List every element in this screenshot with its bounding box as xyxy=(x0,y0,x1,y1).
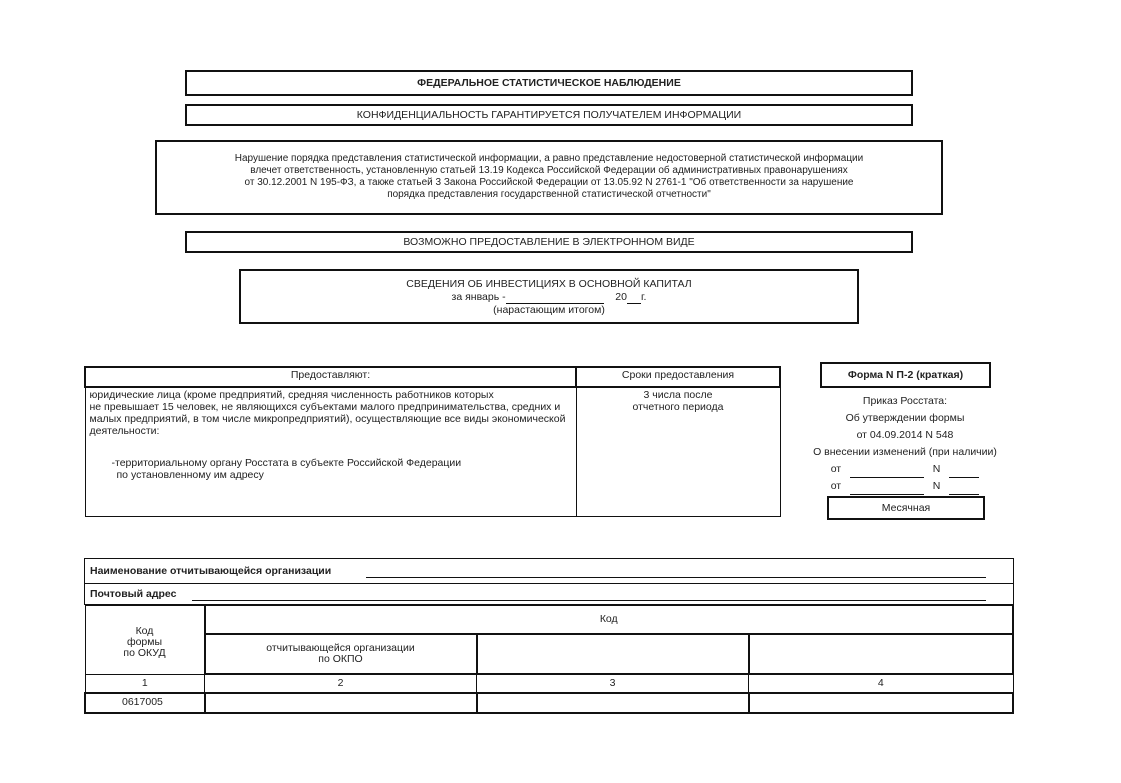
period-prefix: за январь - xyxy=(451,291,506,303)
violation-line-2: влечет ответственность, установленную статьей 13.19 Кодекса Российской Федерации об административных правонарушениях xyxy=(250,165,848,176)
from-label: от xyxy=(830,480,842,492)
org-name-row xyxy=(90,565,1005,577)
federal-observation-text: ФЕДЕРАЛЬНОЕ СТАТИСТИЧЕСКОЕ НАБЛЮДЕНИЕ xyxy=(417,77,681,89)
territorial-line: -территориальному органу Росстата в субъекте Российской Федерации xyxy=(111,457,462,469)
address-field[interactable] xyxy=(192,592,986,601)
provider-line: не превышает 15 человек, не являющихся субъектами малого предпринимательства, средних и xyxy=(89,401,561,413)
violation-line-3: от 30.12.2001 N 195-ФЗ, а также статьей 3 Закона Российской Федерации от 13.05.92 N 2761-1 "Об ответственности за нарушение xyxy=(244,177,854,188)
approval-label: Об утверждении формы xyxy=(845,412,965,424)
codes-header-row-1 xyxy=(85,605,1013,634)
code-col-3-header xyxy=(477,634,749,674)
change-date-field[interactable] xyxy=(850,482,924,495)
org-name-label: Наименование отчитывающейся организации xyxy=(90,565,332,577)
code-header: Код xyxy=(205,605,1014,634)
year-field[interactable] xyxy=(627,292,641,304)
codes-header-row-2 xyxy=(85,634,1013,674)
violation-notice xyxy=(155,140,943,215)
month-field[interactable] xyxy=(506,292,604,304)
deadline-cell xyxy=(576,387,780,517)
electronic-text: ВОЗМОЖНО ПРЕДОСТАВЛЕНИЕ В ЭЛЕКТРОННОМ ВИДЕ xyxy=(403,236,695,248)
deadline-header: Сроки предоставления xyxy=(576,367,780,387)
column-numbers-row xyxy=(85,674,1013,693)
provider-line: деятельности: xyxy=(89,425,160,437)
okpo-header xyxy=(205,634,477,674)
provide-header: Предоставляют: xyxy=(85,367,576,387)
provider-line: малых предприятий, в том числе микропредприятий), осуществляющие все виды экономической xyxy=(89,413,566,425)
okud-header-line: формы xyxy=(126,636,163,648)
column-number: 2 xyxy=(205,674,477,693)
report-title-block xyxy=(239,269,859,324)
order-info xyxy=(800,393,1010,495)
address-label: Почтовый адрес xyxy=(90,588,177,600)
okud-header-line: Код xyxy=(135,625,154,637)
column-number: 3 xyxy=(477,674,749,693)
changes-label: О внесении изменений (при наличии) xyxy=(813,446,997,458)
change-row xyxy=(800,478,1010,495)
periodicity: Месячная xyxy=(881,502,931,514)
okud-value: 0617005 xyxy=(85,693,205,713)
requirements-table xyxy=(84,366,781,517)
org-name-divider xyxy=(85,583,1013,584)
deadline-line: отчетного периода xyxy=(632,401,724,413)
okpo-header-line: отчитывающейся организации xyxy=(266,641,415,654)
n-label: N xyxy=(932,480,941,492)
organization-block xyxy=(84,558,1014,605)
codes-value-row xyxy=(85,693,1013,713)
federal-observation-header xyxy=(185,70,913,96)
code-col-4-header xyxy=(749,634,1014,674)
confidentiality-header xyxy=(185,104,913,126)
territorial-line: по установленному им адресу xyxy=(116,469,264,481)
okud-header-line: по ОКУД xyxy=(123,647,166,659)
change-number-field[interactable] xyxy=(949,482,979,495)
requirements-body-row xyxy=(85,387,780,517)
change-number-field[interactable] xyxy=(949,465,979,478)
violation-line-4: порядка представления государственной статистической отчетности" xyxy=(387,189,711,200)
cumulative-note: (нарастающим итогом) xyxy=(493,304,605,316)
year-suffix: г. xyxy=(640,291,647,303)
okud-header xyxy=(85,605,205,674)
column-number: 1 xyxy=(85,674,205,693)
violation-line-1: Нарушение порядка представления статистической информации, а равно представление недостоверной статистической информации xyxy=(234,153,864,164)
report-period xyxy=(241,291,857,304)
deadline-line: 3 числа после xyxy=(643,389,713,401)
report-title: СВЕДЕНИЯ ОБ ИНВЕСТИЦИЯХ В ОСНОВНОЙ КАПИТАЛ xyxy=(406,278,692,290)
okpo-value-cell[interactable] xyxy=(205,693,477,713)
approval-date: от 04.09.2014 N 548 xyxy=(856,429,954,441)
code-col-4-value-cell[interactable] xyxy=(749,693,1014,713)
code-col-3-value-cell[interactable] xyxy=(477,693,749,713)
confidentiality-text: КОНФИДЕНЦИАЛЬНОСТЬ ГАРАНТИРУЕТСЯ ПОЛУЧАТЕЛЕМ ИНФОРМАЦИИ xyxy=(356,109,742,121)
electronic-header xyxy=(185,231,913,253)
address-row xyxy=(90,588,1005,600)
change-row xyxy=(800,461,1010,478)
change-date-field[interactable] xyxy=(850,465,924,478)
provider-line: юридические лица (кроме предприятий, средняя численность работников которых xyxy=(89,389,494,401)
periodicity-box xyxy=(827,496,985,520)
org-name-field[interactable] xyxy=(366,569,986,578)
providers-cell xyxy=(85,387,576,517)
n-label: N xyxy=(932,463,941,475)
requirements-header-row xyxy=(85,367,780,387)
from-label: от xyxy=(830,463,842,475)
order-label: Приказ Росстата: xyxy=(862,395,948,407)
column-number: 4 xyxy=(749,674,1014,693)
year-prefix: 20 xyxy=(615,291,627,303)
codes-table xyxy=(84,604,1014,714)
form-number: Форма N П-2 (краткая) xyxy=(847,369,964,381)
okpo-header-line: по ОКПО xyxy=(318,652,363,665)
form-number-box xyxy=(820,362,991,388)
